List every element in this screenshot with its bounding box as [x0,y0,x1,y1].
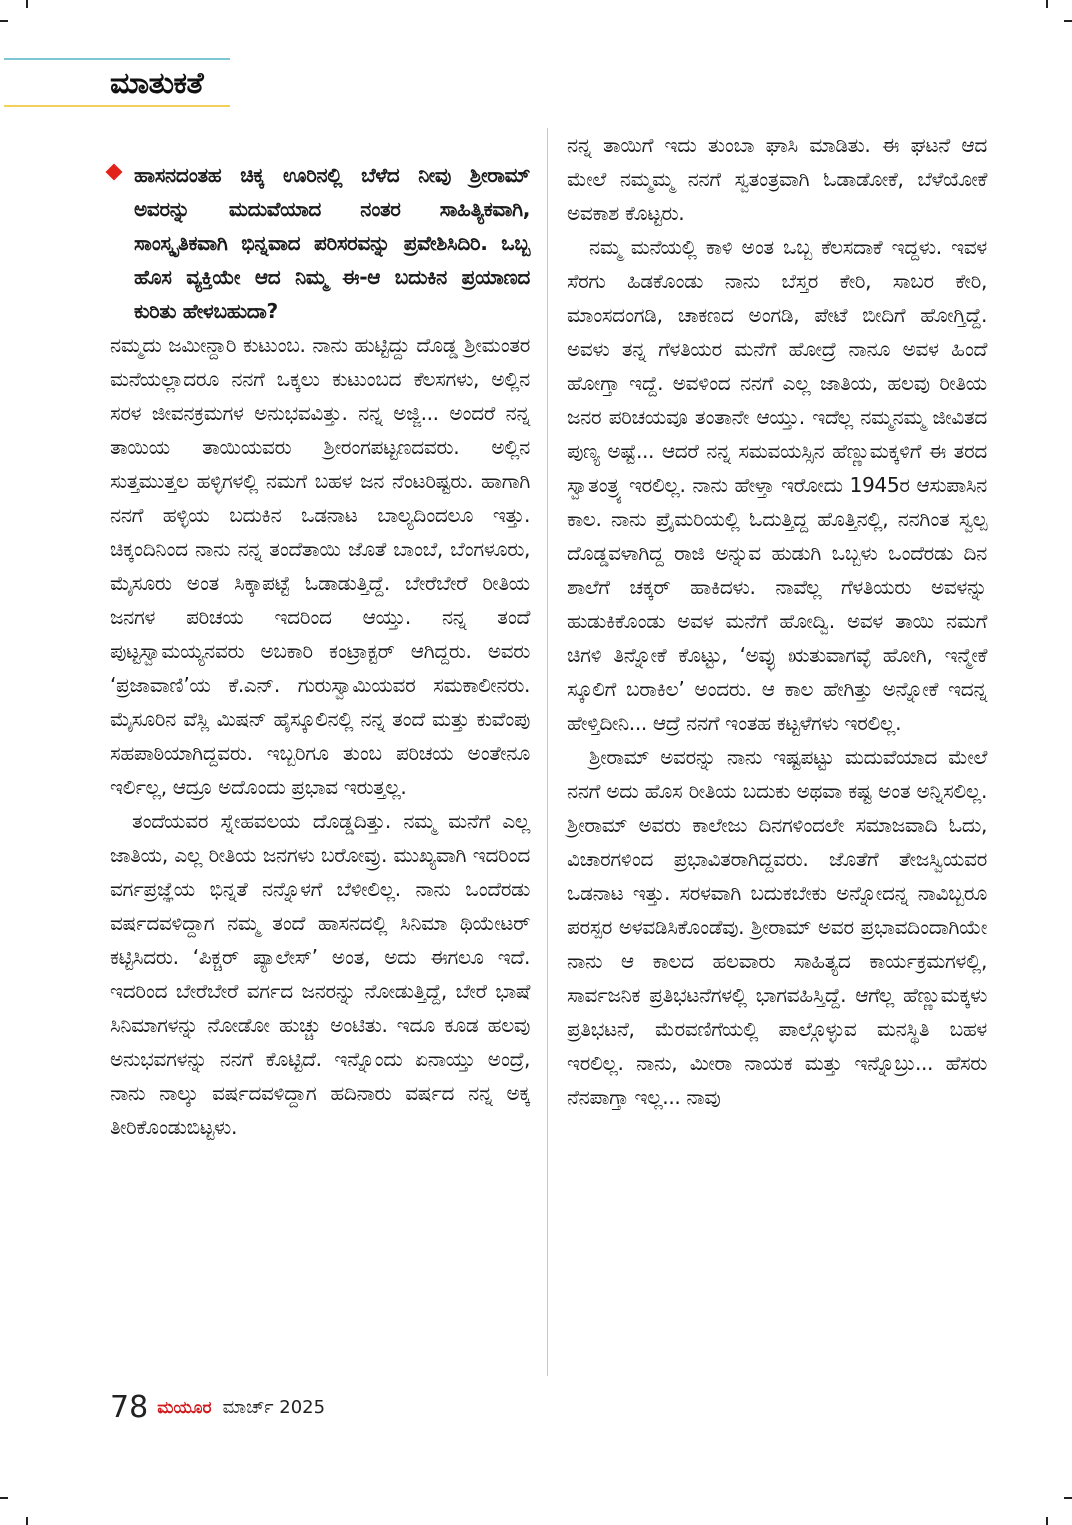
page-footer [110,1390,325,1426]
question-text: ಹಾಸನದಂತಹ ಚಿಕ್ಕ ಊರಿನಲ್ಲಿ ಬೆಳೆದ ನೀವು ಶ್ರೀರಾಮ್ ಅವರನ್ನು ಮದುವೆಯಾದ ನಂತರ ಸಾಹಿತ್ಯಿಕವಾಗಿ, ಸಾಂಸ್ಕೃತಿಕವಾಗಿ ಭಿನ್ನವಾದ ಪರಿಸರವನ್ನು ಪ್ರವೇಶಿಸಿದಿರಿ. ಒಬ್ಬ ಹೊಸ ವ್ಯಕ್ತಿಯೇ ಆದ ನಿಮ್ಮ ಈ-ಆ ಬದುಕಿನ ಪ್ರಯಾಣದ ಕುರಿತು ಹೇಳಬಹುದಾ? [134,163,530,323]
crop-mark [1046,0,1048,8]
crop-mark [26,1517,28,1525]
magazine-logo: ಮಯೂರ [157,1397,212,1418]
header-rule-bottom [4,105,230,107]
section-header [4,58,230,108]
diamond-bullet-icon [106,164,123,181]
paragraph: ನಮ್ಮದು ಜಮೀನ್ದಾರಿ ಕುಟುಂಬ. ನಾನು ಹುಟ್ಟಿದ್ದು ದೊಡ್ಡ ಶ್ರೀಮಂತರ ಮನೆಯಲ್ಲಾದರೂ ನನಗೆ ಒಕ್ಕಲು ಕುಟುಂಬದ ಕೆಲಸಗಳು, ಅಲ್ಲಿನ ಸರಳ ಜೀವನಕ್ರಮಗಳ ಅನುಭವವಿತ್ತು. ನನ್ನ ಅಜ್ಜಿ... ಅಂದರೆ ನನ್ನ ತಾಯಿಯ ತಾಯಿಯವರು ಶ್ರೀರಂಗಪಟ್ಟಣದವರು. ಅಲ್ಲಿನ ಸುತ್ತಮುತ್ತಲ ಹಳ್ಳಿಗಳಲ್ಲಿ ನಮಗೆ ಬಹಳ ಜನ ನೆಂಟರಿಷ್ಟರು. ಹಾಗಾಗಿ ನನಗೆ ಹಳ್ಳಿಯ ಬದುಕಿನ ಒಡನಾಟ ಬಾಲ್ಯದಿಂದಲೂ ಇತ್ತು. ಚಿಕ್ಕಂದಿನಿಂದ ನಾನು ನನ್ನ ತಂದೆತಾಯಿ ಜೊತೆ ಬಾಂಬೆ, ಬೆಂಗಳೂರು, ಮೈಸೂರು ಅಂತ ಸಿಕ್ಕಾಪಟ್ಟೆ ಓಡಾಡುತ್ತಿದ್ದೆ. ಬೇರೆಬೇರೆ ರೀತಿಯ ಜನಗಳ ಪರಿಚಯ ಇದರಿಂದ ಆಯ್ತು. ನನ್ನ ತಂದೆ ಪುಟ್ಟಸ್ವಾಮಯ್ಯನವರು ಅಬಕಾರಿ ಕಂಟ್ರಾಕ್ಟರ್ ಆಗಿದ್ದರು. ಅವರು ‘ಪ್ರಜಾವಾಣಿ’ಯ ಕೆ.ಎನ್. ಗುರುಸ್ವಾಮಿಯವರ ಸಮಕಾಲೀನರು. ಮೈಸೂರಿನ ವೆಸ್ಲಿ ಮಿಷನ್ ಹೈಸ್ಕೂಲಿನಲ್ಲಿ ನನ್ನ ತಂದೆ ಮತ್ತು ಕುವೆಂಪು ಸಹಪಾಠಿಯಾಗಿದ್ದವರು. ಇಬ್ಬರಿಗೂ ತುಂಬ ಪರಿಚಯ ಅಂತೇನೂ ಇರ್ಲಿಲ್ಲ, ಆದ್ರೂ ಅದೊಂದು ಪ್ರಭಾವ ಇರುತ್ತಲ್ಲ. [110,333,530,799]
header-rule-top [4,58,230,60]
page-number: 78 [110,1390,149,1425]
paragraph: ನಮ್ಮ ಮನೆಯಲ್ಲಿ ಕಾಳಿ ಅಂತ ಒಬ್ಬ ಕೆಲಸದಾಕೆ ಇದ್ದಳು. ಇವಳ ಸೆರಗು ಹಿಡಕೊಂಡು ನಾನು ಬೆಸ್ತರ ಕೇರಿ, ಸಾಬರ ಕೇರಿ, ಮಾಂಸದಂಗಡಿ, ಚಾಕಣದ ಅಂಗಡಿ, ಪೇಟೆ ಬೀದಿಗೆ ಹೋಗ್ತಿದ್ದೆ. ಅವಳು ತನ್ನ ಗೆಳತಿಯರ ಮನೆಗೆ ಹೋದ್ರೆ ನಾನೂ ಅವಳ ಹಿಂದೆ ಹೋಗ್ತಾ ಇದ್ದೆ. ಅವಳಿಂದ ನನಗೆ ಎಲ್ಲ ಜಾತಿಯ, ಹಲವು ರೀತಿಯ ಜನರ ಪರಿಚಯವೂ ತಂತಾನೇ ಆಯ್ತು. ಇದೆಲ್ಲ ನಮ್ಮನಮ್ಮ ಜೀವಿತದ ಪುಣ್ಯ ಅಷ್ಟೆ... ಆದರೆ ನನ್ನ ಸಮವಯಸ್ಸಿನ ಹೆಣ್ಣುಮಕ್ಕಳಿಗೆ ಈ ತರದ ಸ್ವಾತಂತ್ರ್ಯ ಇರಲಿಲ್ಲ. ನಾನು ಹೇಳ್ತಾ ಇರೋದು 1945ರ ಆಸುಪಾಸಿನ ಕಾಲ. ನಾನು ಪ್ರೈಮರಿಯಲ್ಲಿ ಓದುತ್ತಿದ್ದ ಹೊತ್ತಿನಲ್ಲಿ, ನನಗಿಂತ ಸ್ವಲ್ಪ ದೊಡ್ಡವಳಾಗಿದ್ದ ರಾಜಿ ಅನ್ನುವ ಹುಡುಗಿ ಒಬ್ಬಳು ಒಂದೆರಡು ದಿನ ಶಾಲೆಗೆ ಚಕ್ಕರ್ ಹಾಕಿದಳು. ನಾವೆಲ್ಲ ಗೆಳತಿಯರು ಅವಳನ್ನು ಹುಡುಕಿಕೊಂಡು ಅವಳ ಮನೆಗೆ ಹೋದ್ವಿ. ಅವಳ ತಾಯಿ ನಮಗೆ ಚಿಗಳಿ ತಿನ್ನೋಕೆ ಕೊಟ್ಟು, ‘ಅವ್ಳು ಋತುವಾಗವ್ಳೆ ಹೋಗಿ, ಇನ್ಮೇಕೆ ಸ್ಕೂಲಿಗೆ ಬರಾಕಿಲ’ ಅಂದರು. ಆ ಕಾಲ ಹೇಗಿತ್ತು ಅನ್ನೋಕೆ ಇದನ್ನ ಹೇಳ್ತಿದೀನಿ... ಆದ್ರೆ ನನಗೆ ಇಂತಹ ಕಟ್ಟಳೆಗಳು ಇರಲಿಲ್ಲ. [567,235,987,735]
crop-mark [0,20,8,22]
paragraph: ನನ್ನ ತಾಯಿಗೆ ಇದು ತುಂಬಾ ಘಾಸಿ ಮಾಡಿತು. ಈ ಘಟನೆ ಆದ ಮೇಲೆ ನಮ್ಮಮ್ಮ ನನಗೆ ಸ್ವತಂತ್ರವಾಗಿ ಓಡಾಡೋಕೆ, ಬೆಳೆಯೋಕೆ ಅವಕಾಶ ಕೊಟ್ಟರು. [567,133,987,225]
column-divider [547,128,548,1376]
section-title: ಮಾತುಕತೆ [110,66,204,101]
left-column [110,158,530,1144]
issue-date: ಮಾರ್ಚ್ 2025 [222,1397,326,1418]
right-column [567,128,987,1114]
interview-question [134,158,530,328]
crop-mark [0,1497,8,1499]
paragraph: ತಂದೆಯವರ ಸ್ನೇಹವಲಯ ದೊಡ್ಡದಿತ್ತು. ನಮ್ಮ ಮನೆಗೆ ಎಲ್ಲ ಜಾತಿಯ, ಎಲ್ಲ ರೀತಿಯ ಜನಗಳು ಬರೋವ್ರು. ಮುಖ್ಯವಾಗಿ ಇದರಿಂದ ವರ್ಗಪ್ರಜ್ಞೆಯ ಭಿನ್ನತೆ ನನ್ನೊಳಗೆ ಬೆಳೀಲಿಲ್ಲ. ನಾನು ಒಂದೆರಡು ವರ್ಷದವಳಿದ್ದಾಗ ನಮ್ಮ ತಂದೆ ಹಾಸನದಲ್ಲಿ ಸಿನಿಮಾ ಥಿಯೇಟರ್ ಕಟ್ಟಿಸಿದರು. ‘ಪಿಕ್ಚರ್ ಪ್ಯಾಲೇಸ್’ ಅಂತ, ಅದು ಈಗಲೂ ಇದೆ. ಇದರಿಂದ ಬೇರೆಬೇರೆ ವರ್ಗದ ಜನರನ್ನು ನೋಡುತ್ತಿದ್ದೆ, ಬೇರೆ ಭಾಷೆ ಸಿನಿಮಾಗಳನ್ನು ನೋಡೋ ಹುಚ್ಚು ಅಂಟಿತು. ಇದೂ ಕೂಡ ಹಲವು ಅನುಭವಗಳನ್ನು ನನಗೆ ಕೊಟ್ಟಿದೆ. ಇನ್ನೊಂದು ಏನಾಯ್ತು ಅಂದ್ರೆ, ನಾನು ನಾಲ್ಕು ವರ್ಷದವಳಿದ್ದಾಗ ಹದಿನಾರು ವರ್ಷದ ನನ್ನ ಅಕ್ಕ ತೀರಿಕೊಂಡುಬಿಟ್ಟಳು. [110,809,530,1139]
crop-mark [1046,1517,1048,1525]
crop-mark [1064,1497,1072,1499]
paragraph: ಶ್ರೀರಾಮ್ ಅವರನ್ನು ನಾನು ಇಷ್ಟಪಟ್ಟು ಮದುವೆಯಾದ ಮೇಲೆ ನನಗೆ ಅದು ಹೊಸ ರೀತಿಯ ಬದುಕು ಅಥವಾ ಕಷ್ಟ ಅಂತ ಅನ್ನಿಸಲಿಲ್ಲ. ಶ್ರೀರಾಮ್ ಅವರು ಕಾಲೇಜು ದಿನಗಳಿಂದಲೇ ಸಮಾಜವಾದಿ ಓದು, ವಿಚಾರಗಳಿಂದ ಪ್ರಭಾವಿತರಾಗಿದ್ದವರು. ಜೊತೆಗೆ ತೇಜಸ್ವಿಯವರ ಒಡನಾಟ ಇತ್ತು. ಸರಳವಾಗಿ ಬದುಕಬೇಕು ಅನ್ನೋದನ್ನ ನಾವಿಬ್ಬರೂ ಪರಸ್ಪರ ಅಳವಡಿಸಿಕೊಂಡೆವು. ಶ್ರೀರಾಮ್ ಅವರ ಪ್ರಭಾವದಿಂದಾಗಿಯೇ ನಾನು ಆ ಕಾಲದ ಹಲವಾರು ಸಾಹಿತ್ಯದ ಕಾರ್ಯಕ್ರಮಗಳಲ್ಲಿ, ಸಾರ್ವಜನಿಕ ಪ್ರತಿಭಟನೆಗಳಲ್ಲಿ ಭಾಗವಹಿಸ್ತಿದ್ದೆ. ಆಗೆಲ್ಲ ಹೆಣ್ಣುಮಕ್ಕಳು ಪ್ರತಿಭಟನೆ, ಮೆರವಣಿಗೆಯಲ್ಲಿ ಪಾಲ್ಗೊಳ್ಳುವ ಮನಸ್ಥಿತಿ ಬಹಳ ಇರಲಿಲ್ಲ. ನಾನು, ಮೀರಾ ನಾಯಕ ಮತ್ತು ಇನ್ನೊಬ್ರು... ಹೆಸರು ನೆನಪಾಗ್ತಾ ಇಲ್ಲ... ನಾವು [567,745,987,1109]
crop-mark [26,0,28,8]
crop-mark [1064,20,1072,22]
